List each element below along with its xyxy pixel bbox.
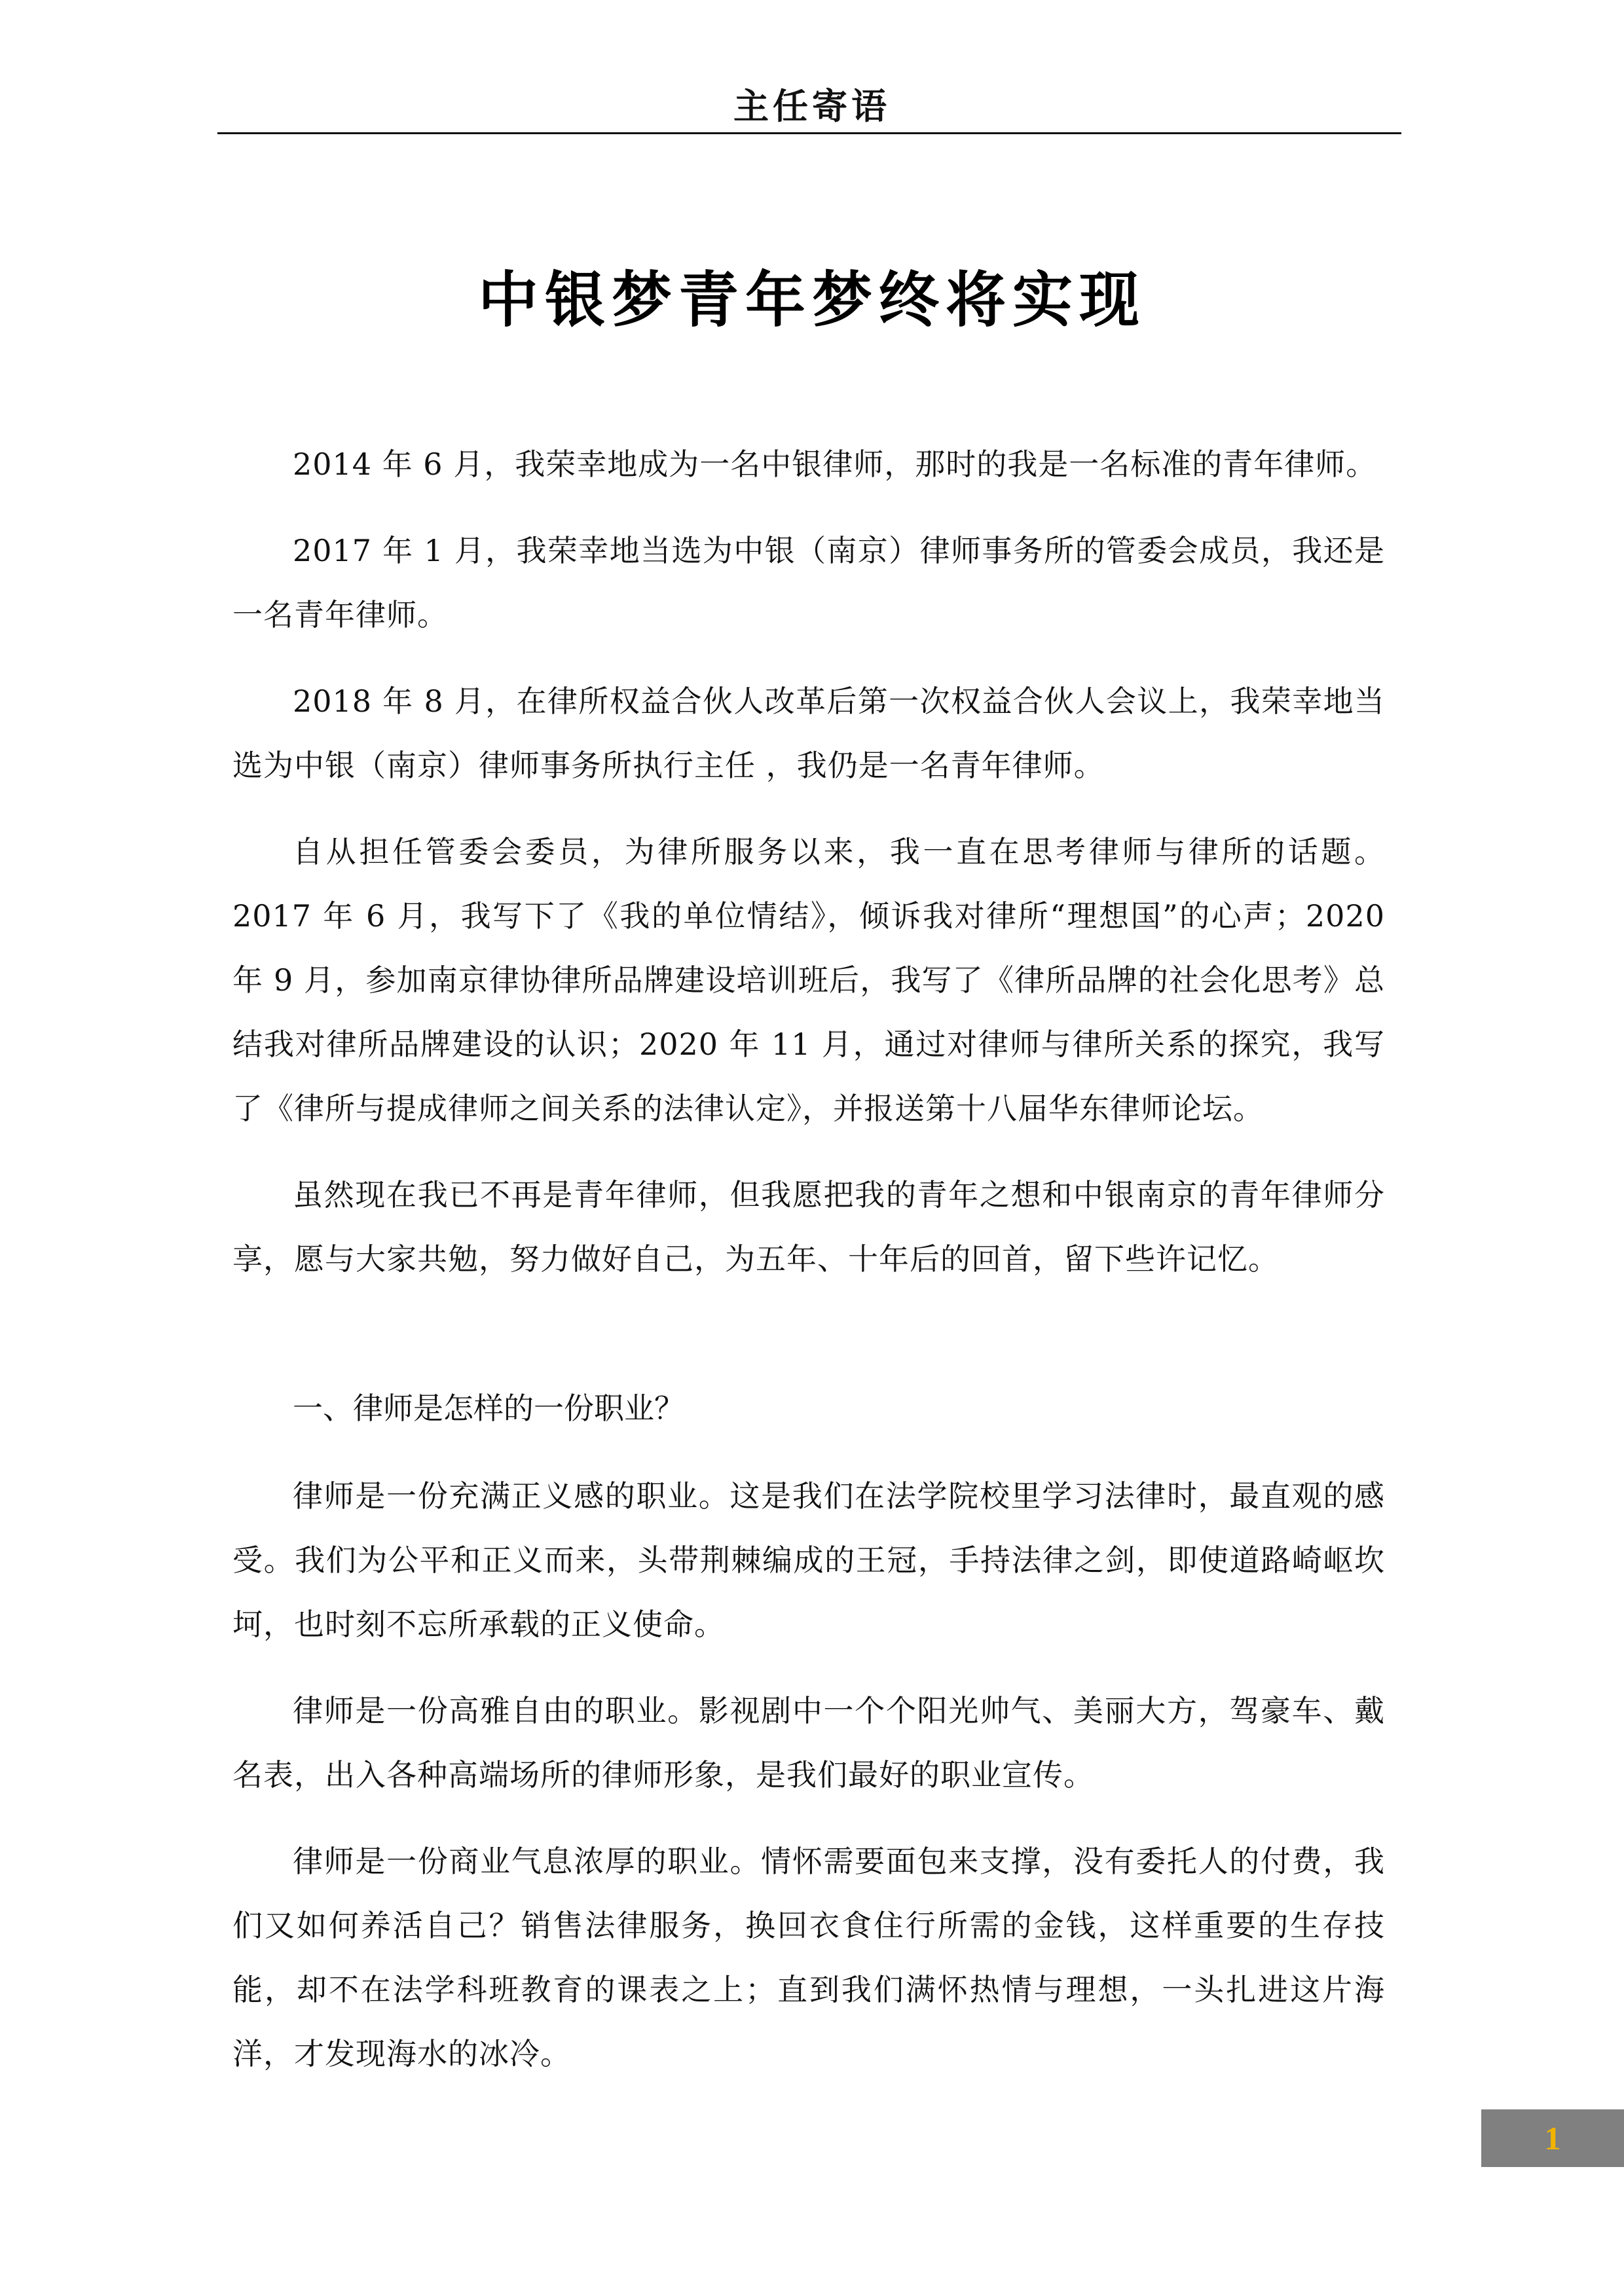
header-divider [217, 132, 1401, 134]
document-body [232, 432, 1385, 2086]
section1-paragraph-3: 律师是一份商业气息浓厚的职业。情怀需要面包来支撑，没有委托人的付费，我们又如何养活自己？销售法律服务，换回衣食住行所需的金钱，这样重要的生存技能，却不在法学科班教育的课表之上；直到我们满怀热情与理想，一头扎进这片海洋，才发现海水的冰冷。 [232, 1844, 1385, 2071]
intro-paragraph-4: 自从担任管委会委员，为律所服务以来，我一直在思考律师与律所的话题。2017 年 6 月，我写下了《我的单位情结》，倾诉我对律所“理想国”的心声；2020 年 9 月，参加南京律协律所品牌建设培训班后，我写了《律所品牌的社会化思考》总结我对律所品牌建设的认识；2020 年 11 月，通过对律师与律所关系的探究，我写了《律所与提成律师之间关系的法律认定》，并报送第十八届华东律师论坛。 [232, 834, 1385, 1126]
intro-paragraph-2: 2017 年 1 月，我荣幸地当选为中银（南京）律师事务所的管委会成员，我还是一名青年律师。 [232, 533, 1385, 632]
page-number-badge: 1 [1481, 2109, 1624, 2167]
intro-paragraph-3: 2018 年 8 月，在律所权益合伙人改革后第一次权益合伙人会议上，我荣幸地当选为中银（南京）律师事务所执行主任 ，我仍是一名青年律师。 [232, 683, 1385, 783]
intro-paragraph-1: 2014 年 6 月，我荣幸地成为一名中银律师，那时的我是一名标准的青年律师。 [293, 446, 1377, 482]
section1-paragraph-2: 律师是一份高雅自由的职业。影视剧中一个个阳光帅气、美丽大方，驾豪车、戴名表，出入各种高端场所的律师形象，是我们最好的职业宣传。 [232, 1693, 1385, 1793]
running-header: 主任寄语 [733, 85, 891, 127]
document-title: 中银梦青年梦终将实现 [477, 264, 1146, 335]
section-heading-1: 一、律师是怎样的一份职业？ [293, 1391, 684, 1426]
section1-paragraph-1: 律师是一份充满正义感的职业。这是我们在法学院校里学习法律时，最直观的感受。我们为公平和正义而来，头带荆棘编成的王冠，手持法律之剑，即使道路崎岖坎坷，也时刻不忘所承载的正义使命。 [232, 1478, 1385, 1642]
intro-paragraph-5: 虽然现在我已不再是青年律师，但我愿把我的青年之想和中银南京的青年律师分享，愿与大家共勉，努力做好自己，为五年、十年后的回首，留下些许记忆。 [232, 1177, 1385, 1277]
